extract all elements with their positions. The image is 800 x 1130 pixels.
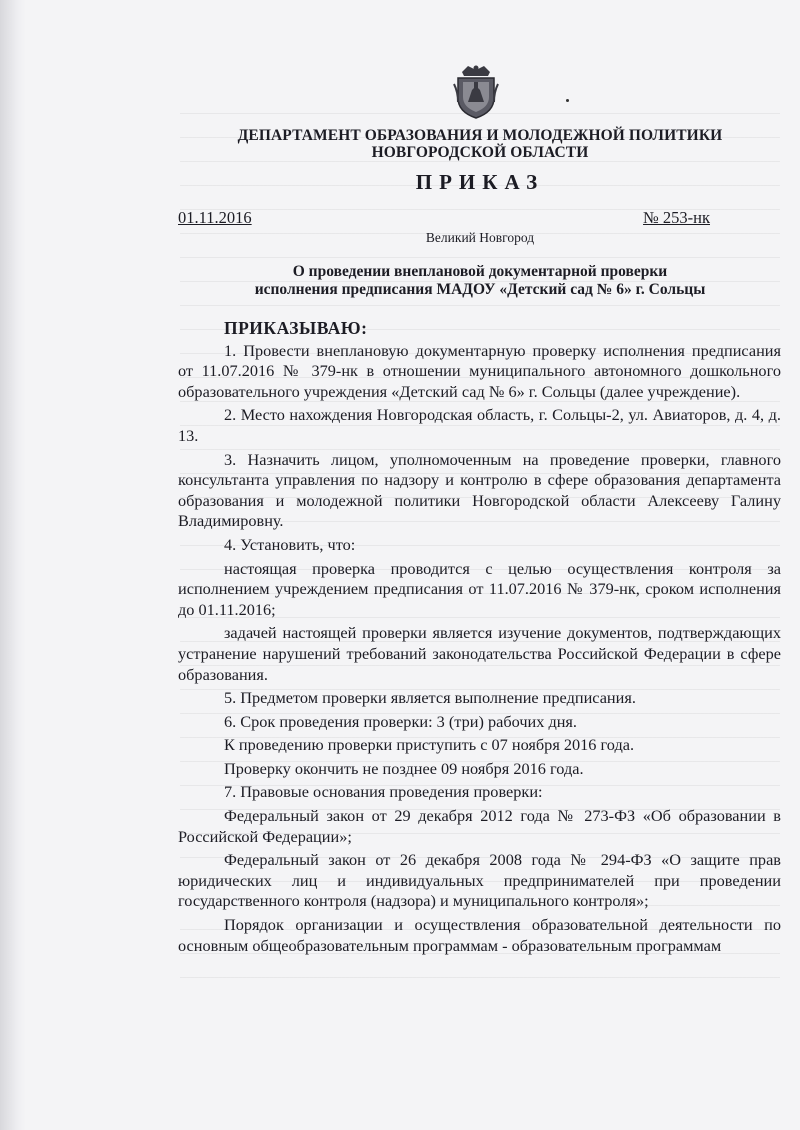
- paragraph-4a: настоящая проверка проводится с целью осуществления контроля за исполнением учреждением предписания от 11.07.2016 № 379-нк, сроком исполнения до 01.11.2016;: [178, 558, 781, 619]
- order-body: [178, 318, 781, 959]
- document-type-title: ПРИКАЗ: [415, 170, 545, 194]
- city: Великий Новгород: [425, 230, 535, 245]
- paragraph-6: 6. Срок проведения проверки: 3 (три) рабочих дня.: [224, 711, 577, 731]
- department-line-1: ДЕПАРТАМЕНТ ОБРАЗОВАНИЯ И МОЛОДЕЖНОЙ ПОЛИТИКИ: [237, 127, 723, 144]
- paragraph-7: 7. Правовые основания проведения проверки:: [224, 782, 543, 802]
- paragraph-7a: Федеральный закон от 29 декабря 2012 года № 273-ФЗ «Об образовании в Российской Федерации»;: [178, 806, 781, 846]
- order-date: 01.11.2016: [178, 208, 252, 227]
- paragraph-6a: К проведению проверки приступить с 07 ноября 2016 года.: [224, 735, 635, 755]
- subject-line-2: исполнения предписания МАДОУ «Детский сад № 6» г. Сольцы: [254, 281, 706, 298]
- paragraph-2: 2. Место нахождения Новгородская область, г. Сольцы-2, ул. Авиаторов, д. 4, д. 13.: [178, 405, 781, 445]
- department-name: [200, 127, 760, 161]
- paragraph-4b: задачей настоящей проверки является изучение документов, подтверждающих устранение нарушений требований законодательства Российской Федерации в сфере образования.: [178, 623, 781, 684]
- order-subject: [180, 263, 780, 299]
- order-word: ПРИКАЗЫВАЮ:: [224, 318, 368, 338]
- scan-speck: [566, 99, 569, 102]
- scan-edge-shadow: [0, 0, 26, 1130]
- order-number: № 253-нк: [643, 208, 710, 227]
- department-line-2: НОВГОРОДСКОЙ ОБЛАСТИ: [371, 144, 589, 161]
- paragraph-7b: Федеральный закон от 26 декабря 2008 года № 294-ФЗ «О защите прав юридических лиц и индивидуальных предпринимателей при проведении государственного контроля (надзора) и муниципального контроля»;: [178, 850, 781, 911]
- paragraph-7c: Порядок организации и осуществления образовательной деятельности по основным общеобразовательным программам - образовательным программам: [178, 915, 781, 955]
- paragraph-1: 1. Провести внеплановую документарную проверку исполнения предписания от 11.07.2016 № 379-нк в отношении муниципального автономного дошкольного образовательного учреждения «Детский сад № 6» г. Сольцы (далее учреждение).: [178, 340, 781, 401]
- paragraph-5: 5. Предметом проверки является выполнение предписания.: [224, 688, 636, 708]
- paragraph-6b: Проверку окончить не позднее 09 ноября 2016 года.: [224, 758, 584, 778]
- paragraph-4: 4. Установить, что:: [224, 534, 356, 554]
- subject-line-1: О проведении внеплановой документарной проверки: [292, 263, 668, 280]
- paragraph-3: 3. Назначить лицом, уполномоченным на проведение проверки, главного консультанта управления по надзору и контролю в сфере образования департамента образования и молодежной политики Новгородской области Алексееву Галину Владимировну.: [178, 449, 781, 531]
- date-number-row: [178, 208, 710, 230]
- coat-of-arms-icon: [452, 62, 500, 120]
